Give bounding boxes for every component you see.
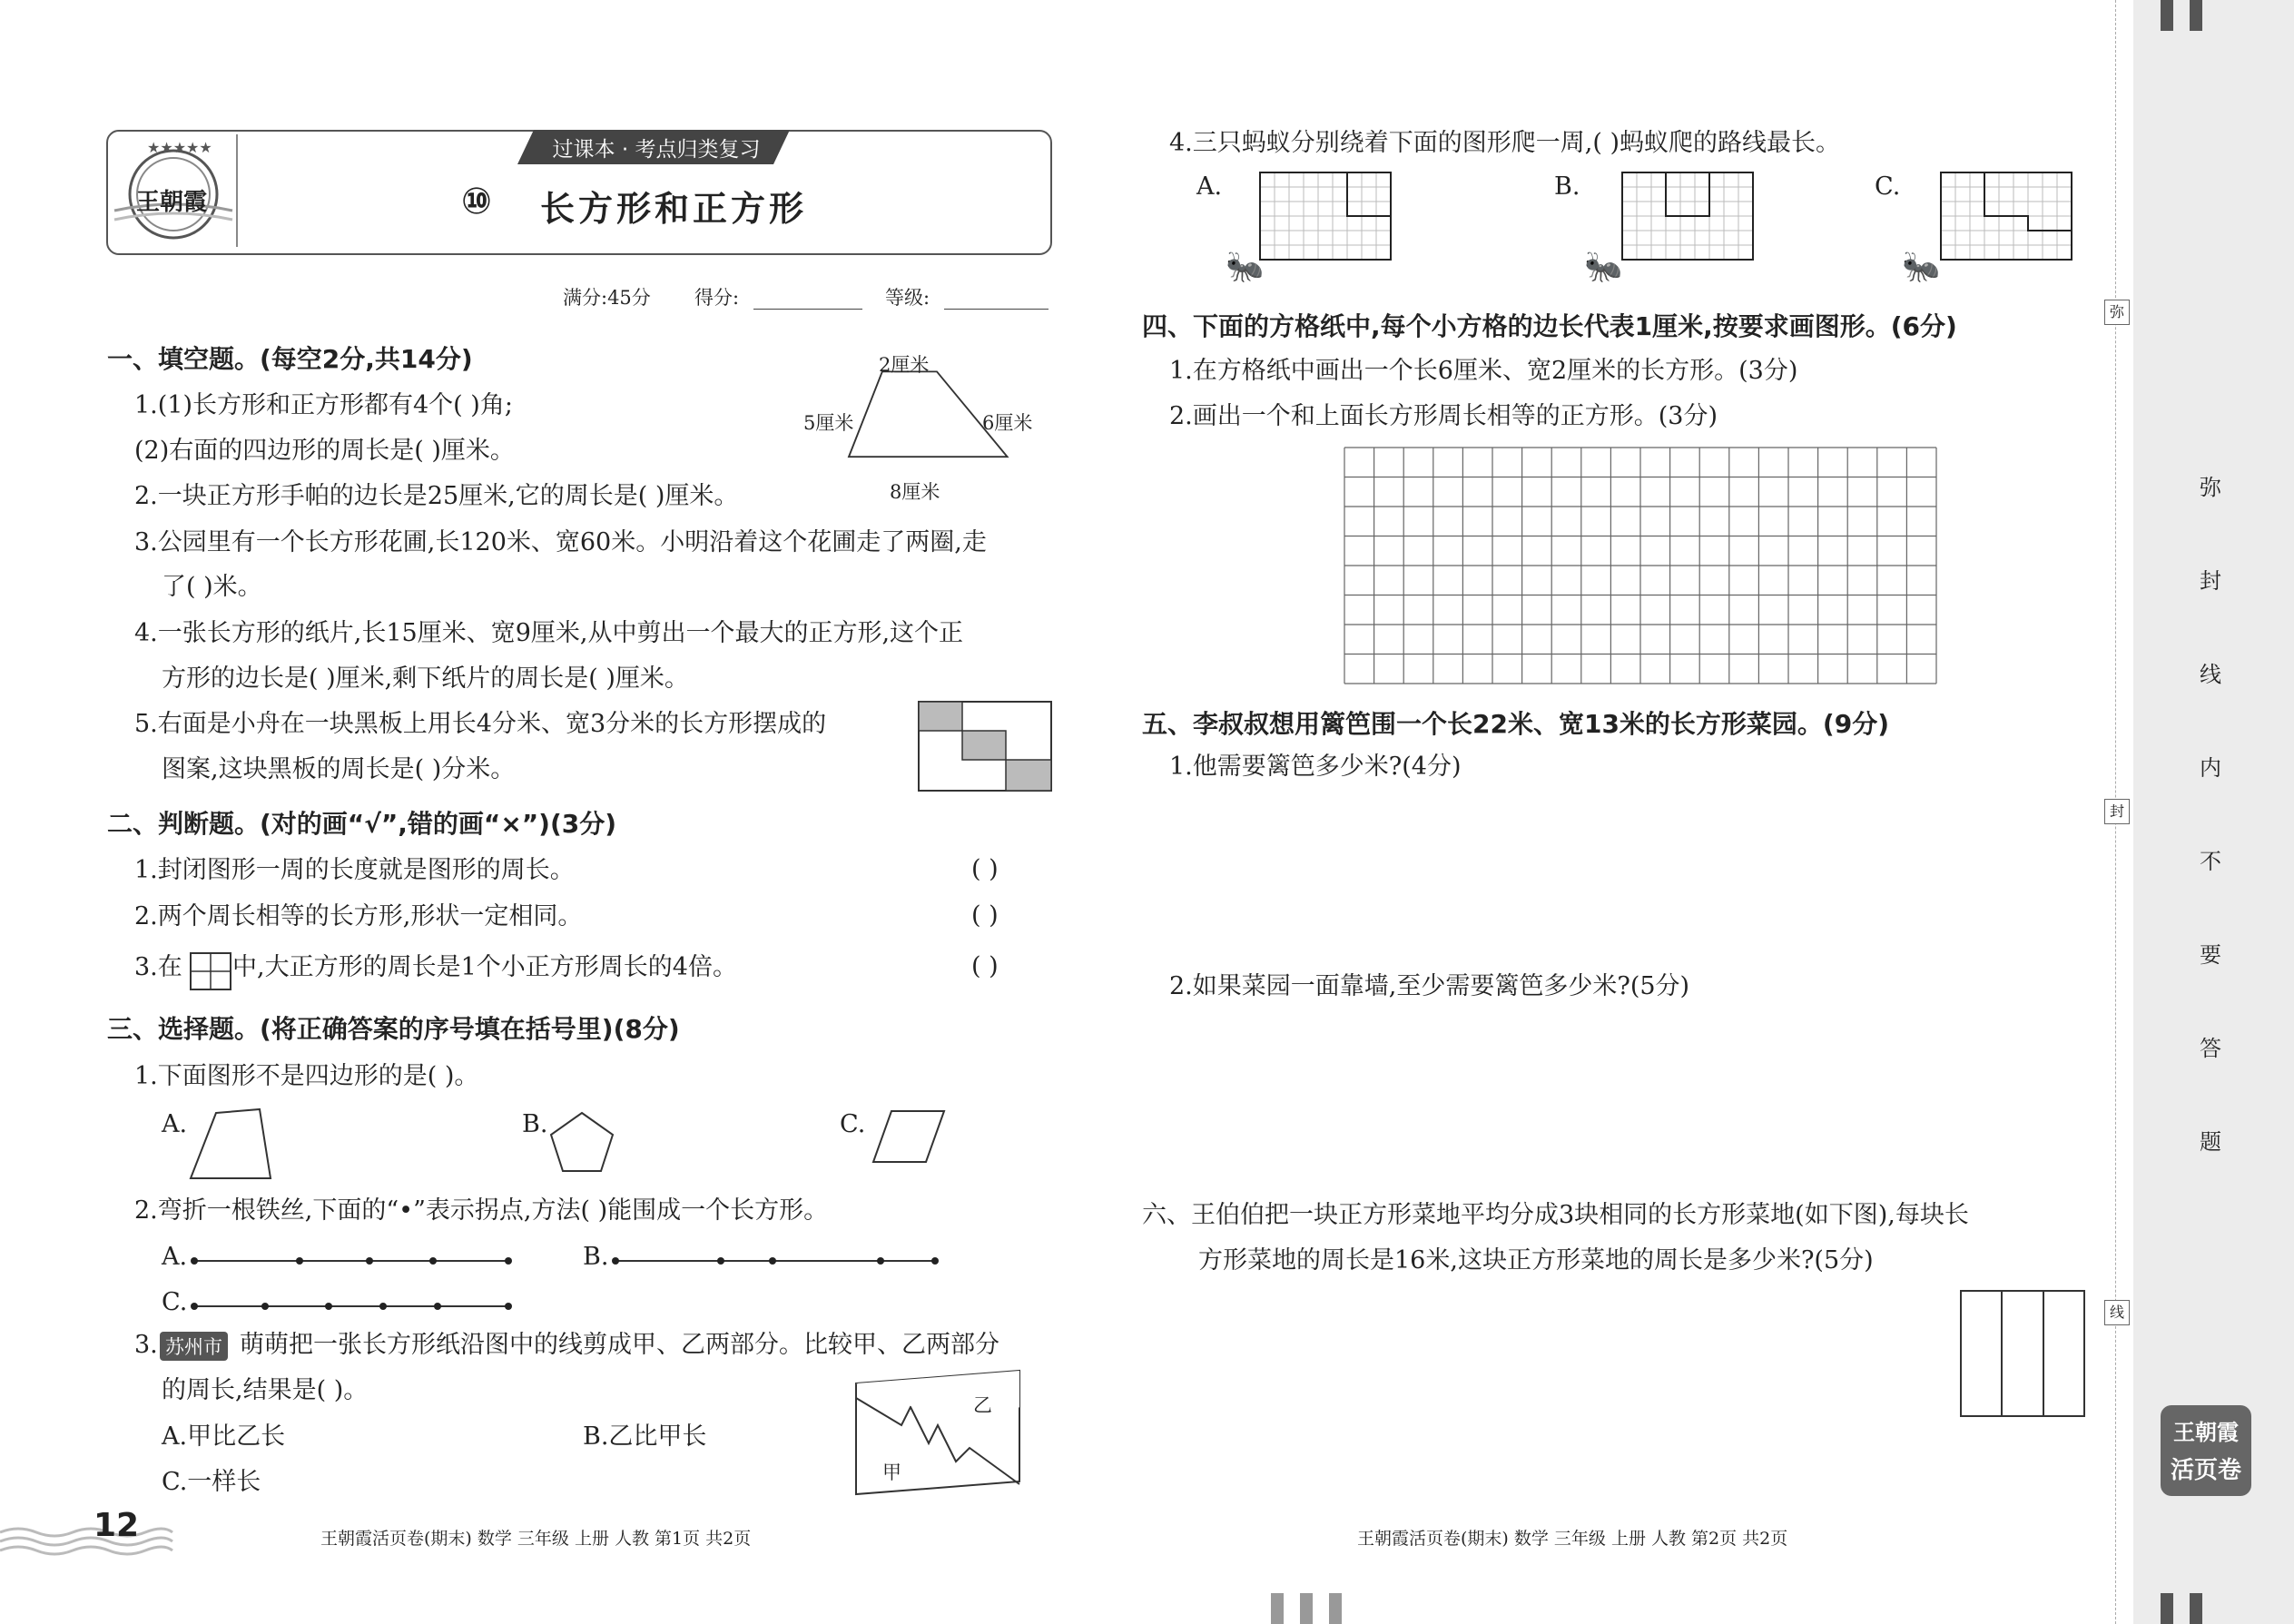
s1-q5b: 图案,这块黑板的周长是( )分米。: [162, 755, 516, 783]
parallelogram-shape: [871, 1109, 946, 1164]
logo-seal: [111, 134, 238, 247]
binding-sidebar: [2133, 0, 2294, 1624]
s1-q3b: 了( )米。: [162, 573, 262, 601]
bottom-center-bars: [1271, 1593, 1342, 1624]
sidebar-char-7: 答: [2200, 1036, 2221, 1061]
sidebar-char-1: 弥: [2200, 475, 2221, 500]
brand-line2: 活页卷: [2170, 1457, 2241, 1484]
sidebar-char-4: 内: [2200, 755, 2221, 781]
grid-shape-c: [1941, 172, 2072, 261]
sidebar-char-5: 不: [2200, 849, 2221, 874]
s3-q2: 2.弯折一根铁丝,下面的“•”表示拐点,方法( )能围成一个长方形。: [134, 1196, 829, 1225]
seal-tag-2: 封: [2104, 799, 2130, 824]
s3-q3-opt-b: B.乙比甲长: [583, 1422, 707, 1451]
s3-q1-opt-a: A.: [162, 1110, 188, 1138]
grid-shape-a: [1260, 172, 1392, 261]
quadrilateral-shape: [191, 1109, 272, 1180]
region-tag: 苏州市: [160, 1332, 228, 1361]
s4-q2: 2.画出一个和上面长方形周长相等的正方形。(3分): [1169, 402, 1718, 430]
sidebar-top-bars: [2161, 0, 2202, 31]
trap-left-label: 5厘米: [803, 412, 854, 434]
s3-q3-opt-a: A.甲比乙长: [162, 1422, 286, 1451]
s3-q2-opt-a: A.: [162, 1243, 188, 1271]
s5-q2: 2.如果菜园一面靠墙,至少需要篱笆多少米?(5分): [1169, 972, 1690, 1000]
s3-q3-opt-c: C.一样长: [162, 1468, 261, 1496]
drawing-grid[interactable]: [1344, 447, 1937, 684]
s2-answer-1[interactable]: ( ): [971, 855, 999, 883]
cut-label-jia: 甲: [882, 1462, 901, 1483]
ant-opt-c: C.: [1875, 172, 1901, 201]
score-label: 得分:: [694, 287, 740, 309]
svg-text:★★★★★: ★★★★★: [147, 139, 212, 156]
s4-q1: 1.在方格纸中画出一个长6厘米、宽2厘米的长方形。(3分): [1169, 357, 1798, 385]
s3-q1-opt-b: B.: [522, 1110, 548, 1138]
wave-decoration: [0, 1521, 172, 1558]
s2-q3-end: 中,大正方形的周长是1个小正方形周长的4倍。: [232, 953, 737, 981]
s3-q1: 1.下面图形不是四边形的是( )。: [134, 1062, 479, 1090]
trap-top-label: 2厘米: [879, 354, 930, 376]
wire-c: [192, 1302, 510, 1311]
s3-q3b: 的周长,结果是( )。: [162, 1376, 369, 1404]
s3-q2-opt-c: C.: [162, 1288, 188, 1316]
s2-q2: 2.两个周长相等的长方形,形状一定相同。: [134, 902, 583, 930]
sidebar-char-6: 要: [2200, 942, 2221, 968]
section6-line2: 方形菜地的周长是16米,这块正方形菜地的周长是多少米?(5分): [1198, 1246, 1874, 1275]
trap-right-label: 6厘米: [982, 412, 1033, 434]
wire-b: [614, 1256, 937, 1265]
sidebar-char-3: 线: [2200, 662, 2221, 687]
seal-tag-3: 线: [2104, 1300, 2130, 1325]
pentagon-shape: [549, 1111, 615, 1173]
s5-q1-answer-area[interactable]: [1169, 790, 2077, 971]
s2-answer-3[interactable]: ( ): [971, 952, 999, 980]
s3-q1-opt-c: C.: [840, 1110, 866, 1138]
ant-icon-a: 🐜: [1226, 249, 1265, 285]
four-squares-icon: [191, 953, 231, 989]
wire-a: [192, 1256, 510, 1265]
s3-q2-opt-b: B.: [583, 1243, 609, 1271]
ant-icon-c: 🐜: [1902, 249, 1941, 285]
trap-bottom-label: 8厘米: [890, 481, 940, 503]
s1-q4a: 4.一张长方形的纸片,长15厘米、宽9厘米,从中剪出一个最大的正方形,这个正: [134, 619, 964, 647]
section5-title: 五、李叔叔想用篱笆围一个长22米、宽13米的长方形菜园。(9分): [1142, 709, 1890, 739]
s3-q4: 4.三只蚂蚁分别绕着下面的图形爬一周,( )蚂蚁爬的路线最长。: [1169, 129, 1840, 157]
brand-logo: [2161, 1405, 2251, 1496]
s1-q1a: 1.(1)长方形和正方形都有4个( )角;: [134, 391, 513, 419]
grade-field[interactable]: [944, 309, 1049, 310]
cut-paper-figure: [856, 1371, 1019, 1498]
blackboard-figure: [919, 702, 1051, 791]
s5-q1: 1.他需要篱笆多少米?(4分): [1169, 753, 1462, 781]
grade-label: 等级:: [885, 287, 930, 309]
page-title: 长方形和正方形: [540, 189, 808, 229]
s3-q3a: 萌萌把一张长方形纸沿图中的线剪成甲、乙两部分。比较甲、乙两部分: [240, 1331, 999, 1359]
square-field-figure: [1961, 1291, 2085, 1418]
page-number: 12: [94, 1507, 140, 1544]
section1-title: 一、填空题。(每空2分,共14分): [107, 344, 473, 374]
sidebar-char-2: 封: [2200, 568, 2221, 594]
sidebar-bottom-bars: [2161, 1593, 2202, 1624]
ant-opt-b: B.: [1554, 172, 1580, 201]
ant-icon-b: 🐜: [1584, 249, 1623, 285]
seal-tag-1: 弥: [2104, 300, 2130, 325]
grid-shape-b: [1622, 172, 1754, 261]
s6-answer-area[interactable]: [1169, 1289, 1941, 1489]
s2-answer-2[interactable]: ( ): [971, 901, 999, 930]
right-footer-text: 王朝霞活页卷(期末) 数学 三年级 上册 人教 第2页 共2页: [1357, 1529, 1788, 1549]
brand-line1: 王朝霞: [2173, 1420, 2239, 1445]
logo-text: 王朝霞: [136, 189, 208, 216]
section4-title: 四、下面的方格纸中,每个小方格的边长代表1厘米,按要求画图形。(6分): [1142, 311, 1957, 341]
s2-q3-start: 3.在: [134, 953, 182, 981]
s1-q3a: 3.公园里有一个长方形花圃,长120米、宽60米。小明沿着这个花圃走了两圈,走: [134, 528, 987, 556]
full-score-label: 满分:45分: [563, 287, 651, 309]
section6-line1: 六、王伯伯把一块正方形菜地平均分成3块相同的长方形菜地(如下图),每块长: [1142, 1201, 1969, 1229]
cut-label-yi: 乙: [973, 1394, 992, 1416]
s1-q1b: (2)右面的四边形的周长是( )厘米。: [134, 437, 515, 465]
s5-q2-answer-area[interactable]: [1169, 1008, 2077, 1189]
left-footer-text: 王朝霞活页卷(期末) 数学 三年级 上册 人教 第1页 共2页: [320, 1529, 752, 1549]
s3-q3-number: 3.: [134, 1331, 158, 1359]
s2-q1: 1.封闭图形一周的长度就是图形的周长。: [134, 856, 575, 884]
s1-q2: 2.一块正方形手帕的边长是25厘米,它的周长是( )厘米。: [134, 482, 739, 510]
sidebar-char-8: 题: [2200, 1129, 2221, 1155]
score-field[interactable]: [753, 309, 862, 310]
s1-q5a: 5.右面是小舟在一块黑板上用长4分米、宽3分米的长方形摆成的: [134, 710, 827, 738]
ant-opt-a: A.: [1196, 172, 1223, 201]
section3-title: 三、选择题。(将正确答案的序号填在括号里)(8分): [107, 1014, 680, 1044]
header-banner-text: 过课本 · 考点归类复习: [552, 138, 761, 162]
s1-q4b: 方形的边长是( )厘米,剩下纸片的周长是( )厘米。: [162, 664, 689, 693]
section2-title: 二、判断题。(对的画“√”,错的画“×”)(3分): [107, 809, 617, 839]
lesson-number-badge: ⑩: [461, 181, 492, 222]
